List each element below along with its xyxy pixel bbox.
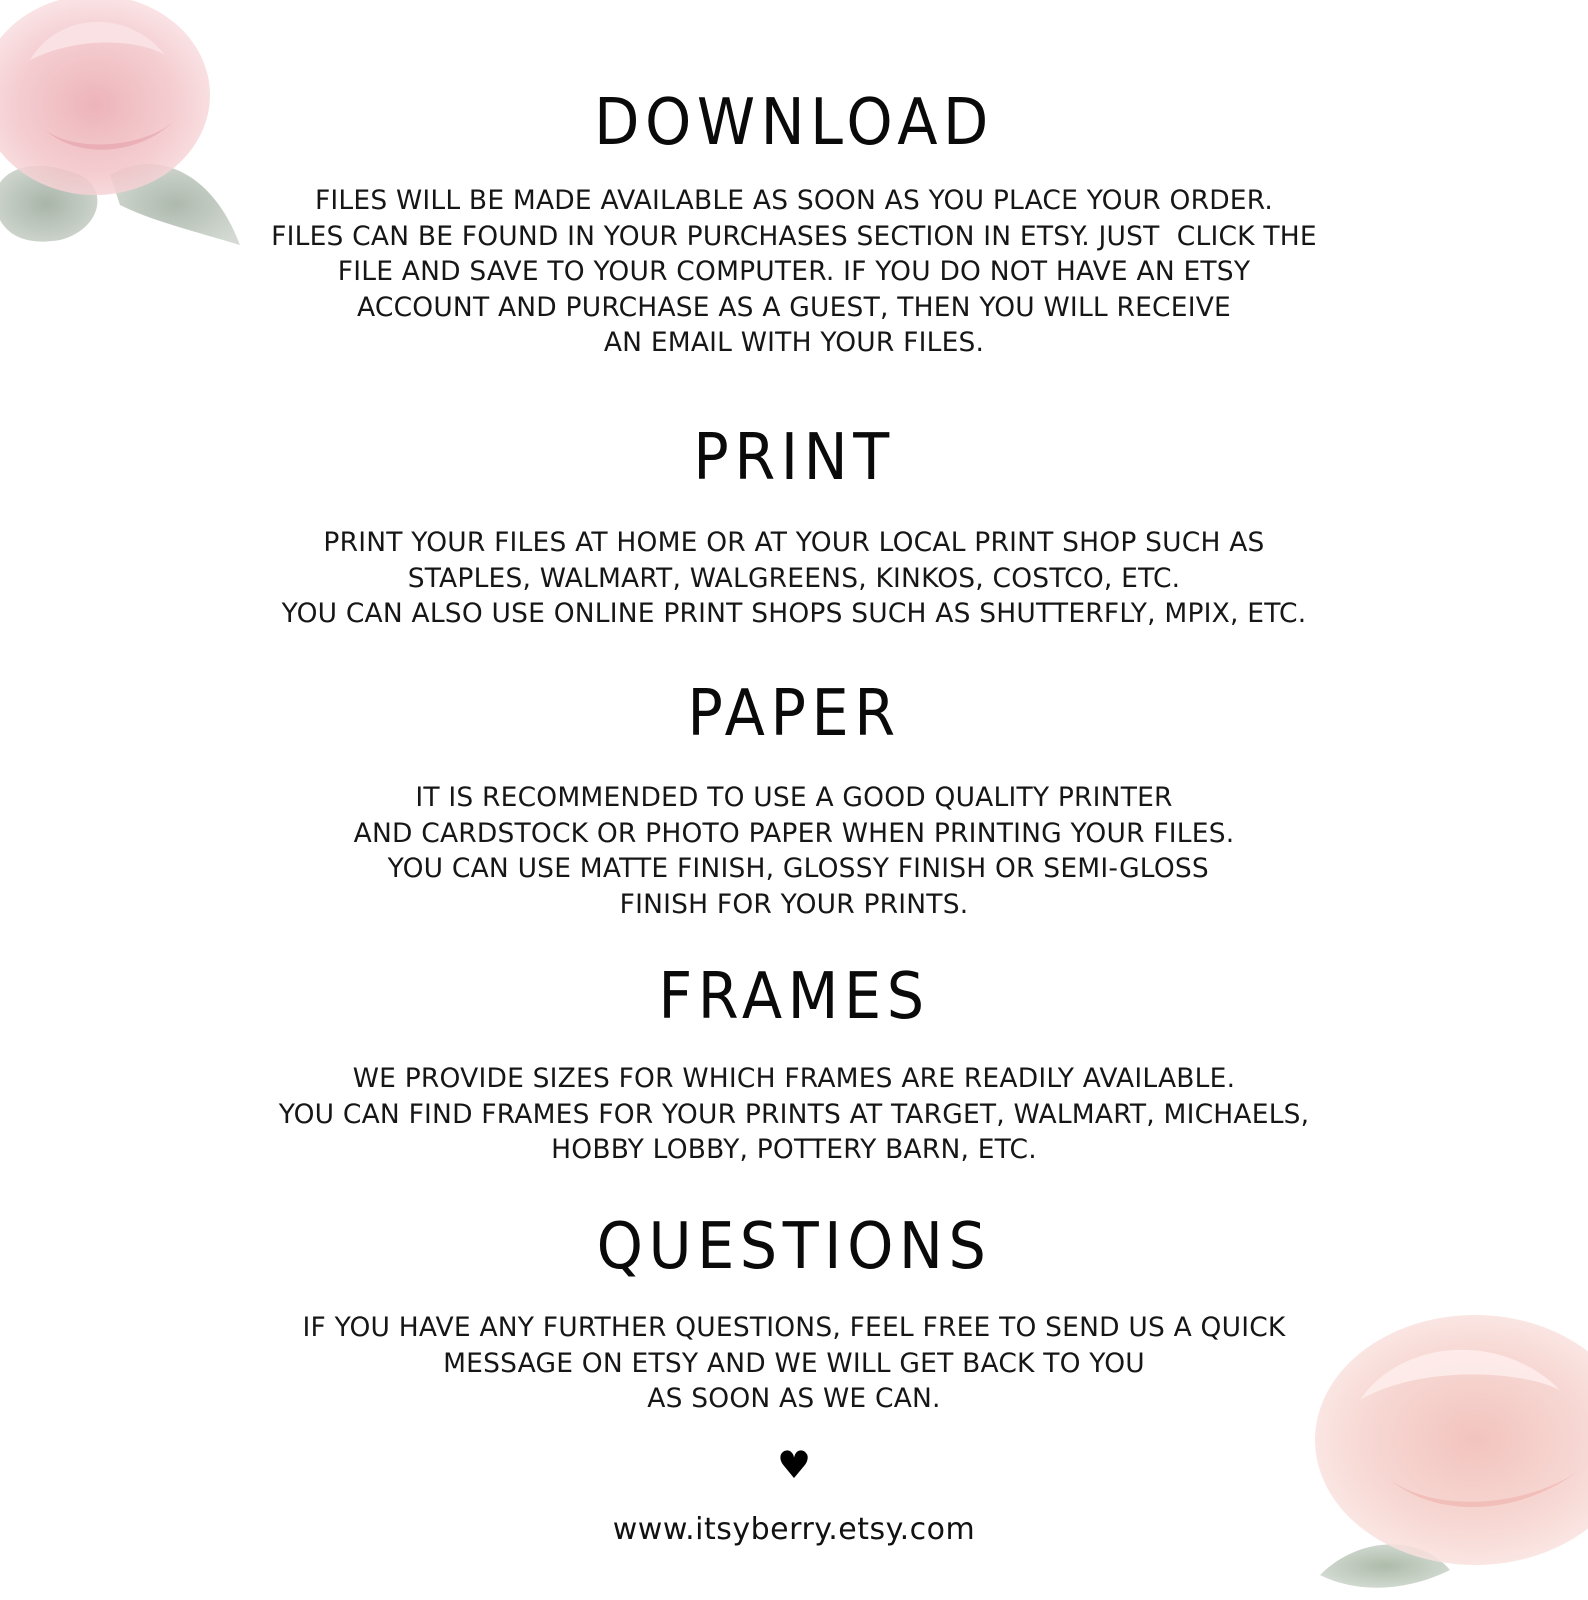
questions-line: IF YOU HAVE ANY FURTHER QUESTIONS, FEEL FREE TO SEND US A QUICK	[302, 1312, 1286, 1343]
paper-line: FINISH FOR YOUR PRINTS.	[619, 888, 969, 920]
website-url: www.itsyberry.etsy.com	[612, 1512, 976, 1547]
paper-line: YOU CAN USE MATTE FINISH, GLOSSY FINISH OR SEMI-GLOSS	[379, 853, 1209, 884]
print-line: STAPLES, WALMART, WALGREENS, KINKOS, COSTCO, ETC.	[407, 562, 1181, 594]
heart-icon: ♥	[776, 1443, 812, 1487]
download-line: FILES WILL BE MADE AVAILABLE AS SOON AS YOU PLACE YOUR ORDER.	[314, 185, 1274, 216]
print-line: YOU CAN ALSO USE ONLINE PRINT SHOPS SUCH AS SHUTTERFLY, MPIX, ETC.	[281, 598, 1307, 629]
download-line: ACCOUNT AND PURCHASE AS A GUEST, THEN YOU WILL RECEIVE	[357, 291, 1231, 323]
frames-text	[0, 1061, 1588, 1168]
questions-line: MESSAGE ON ETSY AND WE WILL GET BACK TO YOU	[443, 1347, 1145, 1379]
questions-text	[0, 1310, 1588, 1417]
frames-line: YOU CAN FIND FRAMES FOR YOUR PRINTS AT TARGET, WALMART, MICHAELS,	[278, 1098, 1310, 1130]
questions-heading: QUESTIONS	[596, 1210, 992, 1284]
download-text	[0, 183, 1588, 361]
print-text	[0, 525, 1588, 632]
download-line: AN EMAIL WITH YOUR FILES.	[603, 327, 985, 358]
paper-line: AND CARDSTOCK OR PHOTO PAPER WHEN PRINTING YOUR FILES.	[353, 817, 1235, 849]
questions-line: AS SOON AS WE CAN.	[647, 1383, 941, 1414]
frames-heading: FRAMES	[658, 960, 930, 1034]
frames-line: WE PROVIDE SIZES FOR WHICH FRAMES ARE READILY AVAILABLE.	[352, 1063, 1236, 1094]
paper-text	[0, 780, 1588, 922]
paper-heading: PAPER	[687, 677, 901, 751]
frames-line: HOBBY LOBBY, POTTERY BARN, ETC.	[551, 1134, 1037, 1165]
download-heading: DOWNLOAD	[594, 86, 994, 160]
download-line: FILES CAN BE FOUND IN YOUR PURCHASES SECTION IN ETSY. JUST CLICK THE	[271, 220, 1317, 252]
paper-line: IT IS RECOMMENDED TO USE A GOOD QUALITY PRINTER	[415, 782, 1173, 813]
print-heading: PRINT	[693, 421, 895, 495]
download-line: FILE AND SAVE TO YOUR COMPUTER. IF YOU DO NOT HAVE AN ETSY	[337, 256, 1251, 287]
print-line: PRINT YOUR FILES AT HOME OR AT YOUR LOCAL PRINT SHOP SUCH AS	[323, 527, 1265, 558]
